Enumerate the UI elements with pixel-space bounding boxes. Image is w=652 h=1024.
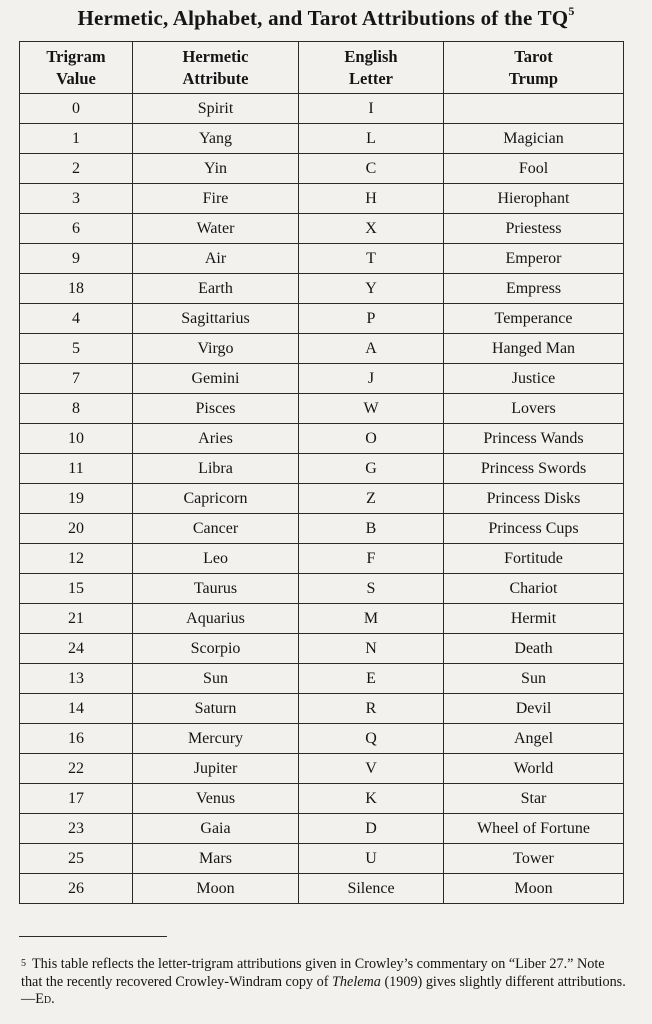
hermetic-attribute-cell: Yin bbox=[133, 154, 299, 184]
trigram-value-cell: 6 bbox=[20, 214, 133, 244]
tarot-trump-cell: Princess Wands bbox=[444, 424, 624, 454]
trigram-value-cell: 4 bbox=[20, 304, 133, 334]
tarot-trump-cell: Lovers bbox=[444, 394, 624, 424]
table-row bbox=[20, 814, 624, 844]
english-letter-cell: C bbox=[299, 154, 444, 184]
english-letter-cell: W bbox=[299, 394, 444, 424]
table-row bbox=[20, 544, 624, 574]
hermetic-attribute-cell: Sun bbox=[133, 664, 299, 694]
tarot-trump-cell: Moon bbox=[444, 874, 624, 904]
table-row bbox=[20, 334, 624, 364]
english-letter-cell: P bbox=[299, 304, 444, 334]
english-letter-cell: M bbox=[299, 604, 444, 634]
hermetic-attribute-cell: Air bbox=[133, 244, 299, 274]
hermetic-attribute-cell: Taurus bbox=[133, 574, 299, 604]
table-row bbox=[20, 484, 624, 514]
trigram-value-cell: 13 bbox=[20, 664, 133, 694]
english-letter-cell: A bbox=[299, 334, 444, 364]
trigram-value-cell: 25 bbox=[20, 844, 133, 874]
trigram-value-cell: 8 bbox=[20, 394, 133, 424]
trigram-value-cell: 20 bbox=[20, 514, 133, 544]
table-row bbox=[20, 364, 624, 394]
table-row bbox=[20, 214, 624, 244]
trigram-value-cell: 17 bbox=[20, 784, 133, 814]
table-row bbox=[20, 874, 624, 904]
tarot-trump-cell: Princess Cups bbox=[444, 514, 624, 544]
tarot-trump-cell: Death bbox=[444, 634, 624, 664]
footnote-editor: Ed. bbox=[35, 991, 55, 1007]
table-header-row bbox=[20, 42, 624, 94]
trigram-value-cell: 14 bbox=[20, 694, 133, 724]
hermetic-attribute-cell: Scorpio bbox=[133, 634, 299, 664]
tarot-trump-cell: Emperor bbox=[444, 244, 624, 274]
english-letter-cell: E bbox=[299, 664, 444, 694]
table-row bbox=[20, 94, 624, 124]
trigram-value-cell: 21 bbox=[20, 604, 133, 634]
hermetic-attribute-cell: Aries bbox=[133, 424, 299, 454]
hermetic-attribute-cell: Gemini bbox=[133, 364, 299, 394]
tarot-trump-cell: Magician bbox=[444, 124, 624, 154]
table-row bbox=[20, 274, 624, 304]
table-row bbox=[20, 754, 624, 784]
attributions-table bbox=[19, 41, 624, 904]
english-letter-cell: Q bbox=[299, 724, 444, 754]
english-letter-cell: F bbox=[299, 544, 444, 574]
tarot-trump-cell bbox=[444, 94, 624, 124]
table-row bbox=[20, 124, 624, 154]
header-tarot-trump: Tarot Trump bbox=[444, 42, 624, 94]
english-letter-cell: I bbox=[299, 94, 444, 124]
header-english-letter: English Letter bbox=[299, 42, 444, 94]
footnote-mark: 5 bbox=[21, 958, 26, 969]
hermetic-attribute-cell: Yang bbox=[133, 124, 299, 154]
table-row bbox=[20, 784, 624, 814]
trigram-value-cell: 7 bbox=[20, 364, 133, 394]
hermetic-attribute-cell: Mars bbox=[133, 844, 299, 874]
tarot-trump-cell: Hermit bbox=[444, 604, 624, 634]
trigram-value-cell: 9 bbox=[20, 244, 133, 274]
hermetic-attribute-cell: Saturn bbox=[133, 694, 299, 724]
hermetic-attribute-cell: Mercury bbox=[133, 724, 299, 754]
trigram-value-cell: 3 bbox=[20, 184, 133, 214]
tarot-trump-cell: Sun bbox=[444, 664, 624, 694]
hermetic-attribute-cell: Spirit bbox=[133, 94, 299, 124]
english-letter-cell: T bbox=[299, 244, 444, 274]
english-letter-cell: Silence bbox=[299, 874, 444, 904]
english-letter-cell: S bbox=[299, 574, 444, 604]
english-letter-cell: Y bbox=[299, 274, 444, 304]
english-letter-cell: J bbox=[299, 364, 444, 394]
tarot-trump-cell: Star bbox=[444, 784, 624, 814]
tarot-trump-cell: Justice bbox=[444, 364, 624, 394]
english-letter-cell: N bbox=[299, 634, 444, 664]
english-letter-cell: R bbox=[299, 694, 444, 724]
english-letter-cell: L bbox=[299, 124, 444, 154]
hermetic-attribute-cell: Virgo bbox=[133, 334, 299, 364]
tarot-trump-cell: Wheel of Fortune bbox=[444, 814, 624, 844]
trigram-value-cell: 5 bbox=[20, 334, 133, 364]
trigram-value-cell: 16 bbox=[20, 724, 133, 754]
hermetic-attribute-cell: Aquarius bbox=[133, 604, 299, 634]
page-title bbox=[0, 6, 652, 31]
table-row bbox=[20, 424, 624, 454]
table-row bbox=[20, 154, 624, 184]
tarot-trump-cell: Hanged Man bbox=[444, 334, 624, 364]
tarot-trump-cell: Fortitude bbox=[444, 544, 624, 574]
table-body bbox=[20, 94, 624, 904]
hermetic-attribute-cell: Water bbox=[133, 214, 299, 244]
tarot-trump-cell: Hierophant bbox=[444, 184, 624, 214]
hermetic-attribute-cell: Capricorn bbox=[133, 484, 299, 514]
hermetic-attribute-cell: Moon bbox=[133, 874, 299, 904]
tarot-trump-cell: Princess Disks bbox=[444, 484, 624, 514]
english-letter-cell: K bbox=[299, 784, 444, 814]
english-letter-cell: V bbox=[299, 754, 444, 784]
english-letter-cell: D bbox=[299, 814, 444, 844]
english-letter-cell: X bbox=[299, 214, 444, 244]
footnote-divider bbox=[19, 936, 167, 937]
trigram-value-cell: 23 bbox=[20, 814, 133, 844]
title-text: Hermetic, Alphabet, and Tarot Attributions of the TQ bbox=[77, 6, 569, 30]
trigram-value-cell: 1 bbox=[20, 124, 133, 154]
tarot-trump-cell: Princess Swords bbox=[444, 454, 624, 484]
trigram-value-cell: 22 bbox=[20, 754, 133, 784]
hermetic-attribute-cell: Libra bbox=[133, 454, 299, 484]
hermetic-attribute-cell: Sagittarius bbox=[133, 304, 299, 334]
hermetic-attribute-cell: Cancer bbox=[133, 514, 299, 544]
table-row bbox=[20, 844, 624, 874]
english-letter-cell: U bbox=[299, 844, 444, 874]
tarot-trump-cell: Devil bbox=[444, 694, 624, 724]
table-row bbox=[20, 244, 624, 274]
table-row bbox=[20, 454, 624, 484]
trigram-value-cell: 15 bbox=[20, 574, 133, 604]
title-footnote-ref: 5 bbox=[568, 4, 575, 18]
hermetic-attribute-cell: Pisces bbox=[133, 394, 299, 424]
table-row bbox=[20, 724, 624, 754]
table-row bbox=[20, 304, 624, 334]
trigram-value-cell: 10 bbox=[20, 424, 133, 454]
tarot-trump-cell: Temperance bbox=[444, 304, 624, 334]
trigram-value-cell: 0 bbox=[20, 94, 133, 124]
footnote-text-2: (1909) gives slightly different attributions.— bbox=[21, 973, 626, 1007]
header-trigram-value: Trigram Value bbox=[20, 42, 133, 94]
table-row bbox=[20, 604, 624, 634]
trigram-value-cell: 18 bbox=[20, 274, 133, 304]
table-row bbox=[20, 514, 624, 544]
english-letter-cell: B bbox=[299, 514, 444, 544]
hermetic-attribute-cell: Fire bbox=[133, 184, 299, 214]
footnote-text-1: This table reflects the letter-trigram attributions given in Crowley’s commentary on “Liber 27.” Note that the recently recovered Crowley-Windram copy of bbox=[21, 956, 605, 990]
tarot-trump-cell: Empress bbox=[444, 274, 624, 304]
hermetic-attribute-cell: Gaia bbox=[133, 814, 299, 844]
table-row bbox=[20, 394, 624, 424]
english-letter-cell: H bbox=[299, 184, 444, 214]
trigram-value-cell: 26 bbox=[20, 874, 133, 904]
hermetic-attribute-cell: Leo bbox=[133, 544, 299, 574]
table-row bbox=[20, 664, 624, 694]
hermetic-attribute-cell: Jupiter bbox=[133, 754, 299, 784]
trigram-value-cell: 12 bbox=[20, 544, 133, 574]
table-row bbox=[20, 694, 624, 724]
hermetic-attribute-cell: Venus bbox=[133, 784, 299, 814]
trigram-value-cell: 11 bbox=[20, 454, 133, 484]
english-letter-cell: O bbox=[299, 424, 444, 454]
tarot-trump-cell: Angel bbox=[444, 724, 624, 754]
trigram-value-cell: 2 bbox=[20, 154, 133, 184]
tarot-trump-cell: Tower bbox=[444, 844, 624, 874]
footnote bbox=[21, 956, 629, 1009]
trigram-value-cell: 24 bbox=[20, 634, 133, 664]
tarot-trump-cell: Priestess bbox=[444, 214, 624, 244]
table-row bbox=[20, 574, 624, 604]
trigram-value-cell: 19 bbox=[20, 484, 133, 514]
english-letter-cell: Z bbox=[299, 484, 444, 514]
tarot-trump-cell: Fool bbox=[444, 154, 624, 184]
header-hermetic-attribute: Hermetic Attribute bbox=[133, 42, 299, 94]
tarot-trump-cell: Chariot bbox=[444, 574, 624, 604]
table-row bbox=[20, 184, 624, 214]
english-letter-cell: G bbox=[299, 454, 444, 484]
tarot-trump-cell: World bbox=[444, 754, 624, 784]
hermetic-attribute-cell: Earth bbox=[133, 274, 299, 304]
footnote-italic-title: Thelema bbox=[332, 973, 381, 990]
table-row bbox=[20, 634, 624, 664]
